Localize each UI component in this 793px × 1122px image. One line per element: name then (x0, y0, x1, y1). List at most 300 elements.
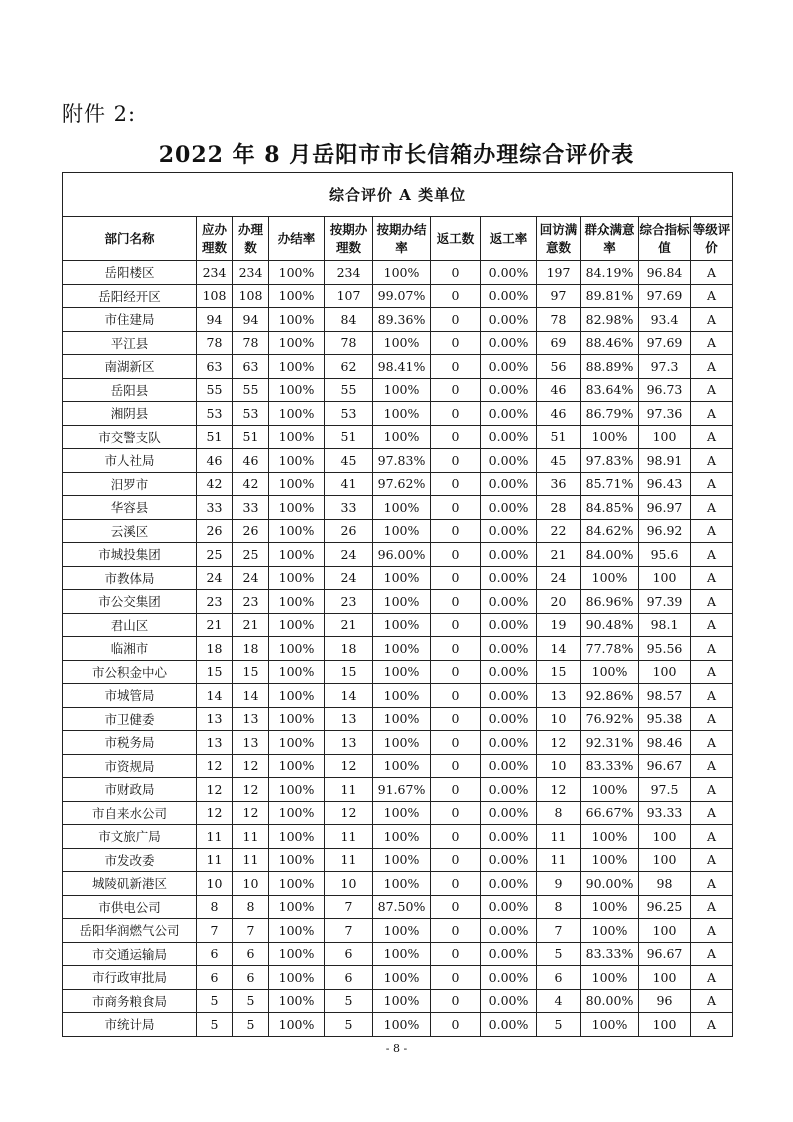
table-cell: 0 (431, 496, 481, 520)
table-cell: 84 (325, 308, 373, 332)
table-cell: 92.31% (581, 731, 639, 755)
table-cell: 97.62% (373, 472, 431, 496)
table-cell: 100% (373, 660, 431, 684)
table-cell: 100% (269, 989, 325, 1013)
table-cell: 97 (537, 284, 581, 308)
table-row (63, 378, 733, 402)
table-cell: A (691, 778, 733, 802)
table-cell: 100% (373, 613, 431, 637)
table-cell: 62 (325, 355, 373, 379)
table-cell: 20 (537, 590, 581, 614)
table-cell: A (691, 895, 733, 919)
table-cell: 7 (537, 919, 581, 943)
table-cell: 100% (269, 543, 325, 567)
department-name-cell: 市商务粮食局 (63, 989, 197, 1013)
table-cell: 0 (431, 472, 481, 496)
table-cell: 21 (537, 543, 581, 567)
column-header: 应办理数 (197, 217, 233, 261)
table-cell: 234 (233, 261, 269, 285)
table-cell: 13 (197, 707, 233, 731)
table-cell: 25 (233, 543, 269, 567)
table-cell: 12 (233, 754, 269, 778)
department-name-cell: 市公交集团 (63, 590, 197, 614)
table-cell: 26 (233, 519, 269, 543)
table-cell: 23 (197, 590, 233, 614)
table-cell: 5 (537, 942, 581, 966)
table-cell: 82.98% (581, 308, 639, 332)
table-cell: 96.84 (639, 261, 691, 285)
table-cell: 12 (537, 731, 581, 755)
table-cell: 100% (269, 637, 325, 661)
table-cell: 7 (197, 919, 233, 943)
table-cell: 100% (269, 519, 325, 543)
department-name-cell: 岳阳县 (63, 378, 197, 402)
table-cell: A (691, 637, 733, 661)
table-cell: 6 (537, 966, 581, 990)
table-row (63, 566, 733, 590)
department-name-cell: 市资规局 (63, 754, 197, 778)
table-cell: A (691, 731, 733, 755)
table-cell: 9 (537, 872, 581, 896)
table-cell: 99.07% (373, 284, 431, 308)
table-cell: A (691, 825, 733, 849)
table-body (63, 261, 733, 1037)
table-cell: 89.81% (581, 284, 639, 308)
table-cell: 84.85% (581, 496, 639, 520)
table-cell: 0 (431, 966, 481, 990)
table-cell: 53 (325, 402, 373, 426)
table-cell: 0 (431, 590, 481, 614)
department-name-cell: 市统计局 (63, 1013, 197, 1037)
table-cell: 53 (233, 402, 269, 426)
table-cell: 83.33% (581, 942, 639, 966)
table-cell: A (691, 449, 733, 473)
table-cell: 78 (325, 331, 373, 355)
table-cell: 15 (197, 660, 233, 684)
table-cell: 98.41% (373, 355, 431, 379)
table-row (63, 919, 733, 943)
table-cell: 108 (233, 284, 269, 308)
table-row (63, 284, 733, 308)
table-cell: 12 (325, 754, 373, 778)
department-name-cell: 市税务局 (63, 731, 197, 755)
table-cell: 86.79% (581, 402, 639, 426)
table-cell: 24 (325, 566, 373, 590)
table-cell: A (691, 402, 733, 426)
table-cell: 107 (325, 284, 373, 308)
table-cell: 55 (197, 378, 233, 402)
table-cell: 51 (325, 425, 373, 449)
table-cell: 8 (537, 801, 581, 825)
table-cell: 92.86% (581, 684, 639, 708)
table-cell: 100% (269, 848, 325, 872)
table-cell: 100% (269, 754, 325, 778)
table-cell: 10 (537, 707, 581, 731)
table-row (63, 637, 733, 661)
department-name-cell: 汨罗市 (63, 472, 197, 496)
table-cell: A (691, 684, 733, 708)
table-cell: 100% (373, 378, 431, 402)
table-cell: 0 (431, 895, 481, 919)
table-cell: 0.00% (481, 472, 537, 496)
table-cell: 18 (197, 637, 233, 661)
table-cell: 0 (431, 425, 481, 449)
table-cell: 0.00% (481, 801, 537, 825)
table-cell: 0.00% (481, 613, 537, 637)
table-row (63, 331, 733, 355)
table-cell: 100% (373, 261, 431, 285)
table-cell: 108 (197, 284, 233, 308)
table-cell: 0 (431, 942, 481, 966)
table-cell: A (691, 919, 733, 943)
table-cell: 5 (197, 989, 233, 1013)
table-cell: 100 (639, 1013, 691, 1037)
department-name-cell: 市交通运输局 (63, 942, 197, 966)
table-cell: A (691, 707, 733, 731)
table-cell: 21 (197, 613, 233, 637)
table-cell: 0.00% (481, 543, 537, 567)
table-cell: 12 (197, 801, 233, 825)
table-cell: 41 (325, 472, 373, 496)
table-cell: 100% (269, 378, 325, 402)
department-name-cell: 市住建局 (63, 308, 197, 332)
table-cell: 100% (269, 895, 325, 919)
table-cell: 0.00% (481, 872, 537, 896)
table-cell: 13 (325, 731, 373, 755)
table-cell: 80.00% (581, 989, 639, 1013)
table-cell: 100% (269, 355, 325, 379)
table-cell: 0.00% (481, 825, 537, 849)
table-row (63, 848, 733, 872)
table-cell: 66.67% (581, 801, 639, 825)
table-cell: 46 (537, 378, 581, 402)
table-cell: 100% (581, 895, 639, 919)
table-cell: 26 (325, 519, 373, 543)
page-number: - 8 - (385, 1042, 408, 1055)
table-cell: 98.46 (639, 731, 691, 755)
table-cell: 0 (431, 449, 481, 473)
table-cell: 18 (233, 637, 269, 661)
table-cell: 100% (373, 331, 431, 355)
table-cell: 100% (269, 284, 325, 308)
table-cell: 13 (325, 707, 373, 731)
table-cell: 100% (373, 848, 431, 872)
table-cell: 0 (431, 355, 481, 379)
table-cell: 23 (325, 590, 373, 614)
table-cell: 11 (233, 825, 269, 849)
table-cell: A (691, 543, 733, 567)
department-name-cell: 市人社局 (63, 449, 197, 473)
table-cell: 0.00% (481, 942, 537, 966)
evaluation-table (62, 172, 733, 1037)
table-cell: 0.00% (481, 496, 537, 520)
table-cell: 0 (431, 284, 481, 308)
table-cell: 26 (197, 519, 233, 543)
table-cell: 10 (325, 872, 373, 896)
table-cell: 85.71% (581, 472, 639, 496)
table-cell: 100% (269, 778, 325, 802)
table-cell: 96.43 (639, 472, 691, 496)
table-cell: 6 (233, 942, 269, 966)
table-cell: 100% (581, 660, 639, 684)
table-cell: 10 (537, 754, 581, 778)
table-cell: 100% (581, 919, 639, 943)
table-cell: 0 (431, 261, 481, 285)
table-cell: A (691, 942, 733, 966)
table-cell: 91.67% (373, 778, 431, 802)
table-cell: 0.00% (481, 848, 537, 872)
table-cell: 78 (233, 331, 269, 355)
table-cell: 0 (431, 519, 481, 543)
table-cell: 0.00% (481, 425, 537, 449)
table-cell: 6 (325, 942, 373, 966)
table-cell: 100% (373, 425, 431, 449)
table-cell: 10 (233, 872, 269, 896)
department-name-cell: 市教体局 (63, 566, 197, 590)
table-row (63, 402, 733, 426)
table-cell: 0.00% (481, 378, 537, 402)
table-cell: 11 (537, 825, 581, 849)
table-cell: A (691, 519, 733, 543)
table-cell: 0.00% (481, 637, 537, 661)
table-cell: 96.00% (373, 543, 431, 567)
table-cell: 0 (431, 637, 481, 661)
column-header: 办结率 (269, 217, 325, 261)
table-cell: 12 (537, 778, 581, 802)
table-row (63, 1013, 733, 1037)
table-cell: 51 (233, 425, 269, 449)
table-cell: 6 (197, 942, 233, 966)
table-cell: A (691, 355, 733, 379)
table-cell: 19 (537, 613, 581, 637)
table-cell: 100% (269, 566, 325, 590)
table-cell: 7 (325, 895, 373, 919)
table-cell: 100% (373, 590, 431, 614)
table-cell: 0.00% (481, 590, 537, 614)
table-cell: 15 (325, 660, 373, 684)
table-cell: 100% (269, 872, 325, 896)
table-cell: 6 (197, 966, 233, 990)
table-cell: 100% (373, 1013, 431, 1037)
column-header: 部门名称 (63, 217, 197, 261)
table-cell: 11 (197, 848, 233, 872)
table-cell: 100% (373, 754, 431, 778)
table-cell: 0 (431, 872, 481, 896)
table-cell: 100% (269, 590, 325, 614)
table-cell: 51 (537, 425, 581, 449)
column-header: 群众满意率 (581, 217, 639, 261)
table-cell: A (691, 308, 733, 332)
table-cell: 42 (233, 472, 269, 496)
table-cell: 100 (639, 566, 691, 590)
table-cell: 33 (325, 496, 373, 520)
table-cell: 100% (373, 966, 431, 990)
table-cell: 0 (431, 801, 481, 825)
table-cell: 12 (197, 778, 233, 802)
column-header: 综合指标值 (639, 217, 691, 261)
table-cell: 78 (537, 308, 581, 332)
table-cell: 100% (269, 331, 325, 355)
table-cell: 11 (325, 778, 373, 802)
table-row (63, 684, 733, 708)
table-cell: 36 (537, 472, 581, 496)
table-cell: 98.91 (639, 449, 691, 473)
table-cell: 97.83% (373, 449, 431, 473)
table-cell: 84.19% (581, 261, 639, 285)
table-row (63, 660, 733, 684)
table-cell: 0 (431, 919, 481, 943)
table-cell: 0 (431, 660, 481, 684)
table-cell: 13 (233, 707, 269, 731)
table-cell: 100 (639, 848, 691, 872)
table-cell: 100% (373, 402, 431, 426)
table-cell: 0.00% (481, 402, 537, 426)
table-row (63, 966, 733, 990)
table-cell: A (691, 284, 733, 308)
table-cell: 5 (325, 1013, 373, 1037)
table-cell: 100% (581, 778, 639, 802)
table-cell: 83.33% (581, 754, 639, 778)
table-cell: 14 (325, 684, 373, 708)
table-cell: 24 (325, 543, 373, 567)
table-cell: 93.33 (639, 801, 691, 825)
table-cell: 84.62% (581, 519, 639, 543)
table-row (63, 449, 733, 473)
table-cell: 8 (197, 895, 233, 919)
table-cell: 0.00% (481, 660, 537, 684)
department-name-cell: 岳阳华润燃气公司 (63, 919, 197, 943)
table-cell: 13 (537, 684, 581, 708)
table-cell: 98.57 (639, 684, 691, 708)
department-name-cell: 君山区 (63, 613, 197, 637)
table-cell: 84.00% (581, 543, 639, 567)
table-cell: 56 (537, 355, 581, 379)
table-row (63, 754, 733, 778)
table-cell: 51 (197, 425, 233, 449)
department-name-cell: 临湘市 (63, 637, 197, 661)
table-cell: 6 (233, 966, 269, 990)
table-cell: 42 (197, 472, 233, 496)
table-cell: 45 (325, 449, 373, 473)
table-cell: 0 (431, 1013, 481, 1037)
table-cell: 95.38 (639, 707, 691, 731)
table-cell: A (691, 261, 733, 285)
table-cell: 0 (431, 707, 481, 731)
table-cell: 63 (233, 355, 269, 379)
table-cell: 97.39 (639, 590, 691, 614)
table-cell: 5 (197, 1013, 233, 1037)
table-cell: 0 (431, 566, 481, 590)
table-cell: 69 (537, 331, 581, 355)
table-row (63, 590, 733, 614)
department-name-cell: 市交警支队 (63, 425, 197, 449)
department-name-cell: 华容县 (63, 496, 197, 520)
table-cell: 97.83% (581, 449, 639, 473)
table-cell: 0 (431, 989, 481, 1013)
table-cell: 89.36% (373, 308, 431, 332)
department-name-cell: 市供电公司 (63, 895, 197, 919)
table-cell: 100 (639, 425, 691, 449)
table-cell: 13 (233, 731, 269, 755)
table-cell: 46 (197, 449, 233, 473)
table-cell: A (691, 989, 733, 1013)
department-name-cell: 市文旅广局 (63, 825, 197, 849)
table-row (63, 496, 733, 520)
table-cell: 15 (233, 660, 269, 684)
table-cell: 0 (431, 308, 481, 332)
table-cell: 100 (639, 919, 691, 943)
table-row (63, 308, 733, 332)
table-cell: 100% (373, 731, 431, 755)
table-cell: 45 (537, 449, 581, 473)
table-cell: 0.00% (481, 895, 537, 919)
table-cell: 7 (325, 919, 373, 943)
table-cell: 100% (373, 801, 431, 825)
table-cell: 95.6 (639, 543, 691, 567)
table-cell: 100% (269, 966, 325, 990)
table-row (63, 355, 733, 379)
table-cell: 0 (431, 331, 481, 355)
table-row (63, 801, 733, 825)
table-cell: 100 (639, 966, 691, 990)
table-row (63, 825, 733, 849)
table-row (63, 519, 733, 543)
department-name-cell: 市行政审批局 (63, 966, 197, 990)
table-cell: A (691, 848, 733, 872)
table-cell: 100% (373, 872, 431, 896)
table-cell: 0.00% (481, 566, 537, 590)
table-cell: 11 (537, 848, 581, 872)
document-title: 2022 年 8 月岳阳市市长信箱办理综合评价表 (158, 142, 635, 168)
table-cell: 0.00% (481, 308, 537, 332)
table-cell: 12 (233, 778, 269, 802)
table-cell: 0.00% (481, 355, 537, 379)
table-cell: 5 (325, 989, 373, 1013)
table-cell: 14 (233, 684, 269, 708)
table-cell: 76.92% (581, 707, 639, 731)
table-cell: 18 (325, 637, 373, 661)
column-header: 回访满意数 (537, 217, 581, 261)
table-cell: 12 (325, 801, 373, 825)
table-cell: A (691, 966, 733, 990)
table-cell: 11 (325, 848, 373, 872)
table-cell: 11 (325, 825, 373, 849)
table-cell: 96.67 (639, 754, 691, 778)
table-cell: 97.36 (639, 402, 691, 426)
table-cell: 100% (581, 566, 639, 590)
department-name-cell: 市城管局 (63, 684, 197, 708)
column-header: 按期办理数 (325, 217, 373, 261)
table-cell: 5 (233, 1013, 269, 1037)
table-cell: 12 (197, 754, 233, 778)
table-cell: 86.96% (581, 590, 639, 614)
table-cell: 0.00% (481, 778, 537, 802)
table-cell: 97.69 (639, 331, 691, 355)
department-name-cell: 平江县 (63, 331, 197, 355)
table-cell: 90.00% (581, 872, 639, 896)
table-cell: 100% (373, 519, 431, 543)
table-cell: 11 (233, 848, 269, 872)
table-cell: 12 (233, 801, 269, 825)
table-cell: 100% (269, 425, 325, 449)
table-cell: 100% (373, 825, 431, 849)
table-cell: 97.69 (639, 284, 691, 308)
table-cell: 0.00% (481, 989, 537, 1013)
table-cell: 33 (197, 496, 233, 520)
table-cell: 8 (537, 895, 581, 919)
table-row (63, 872, 733, 896)
table-cell: A (691, 378, 733, 402)
